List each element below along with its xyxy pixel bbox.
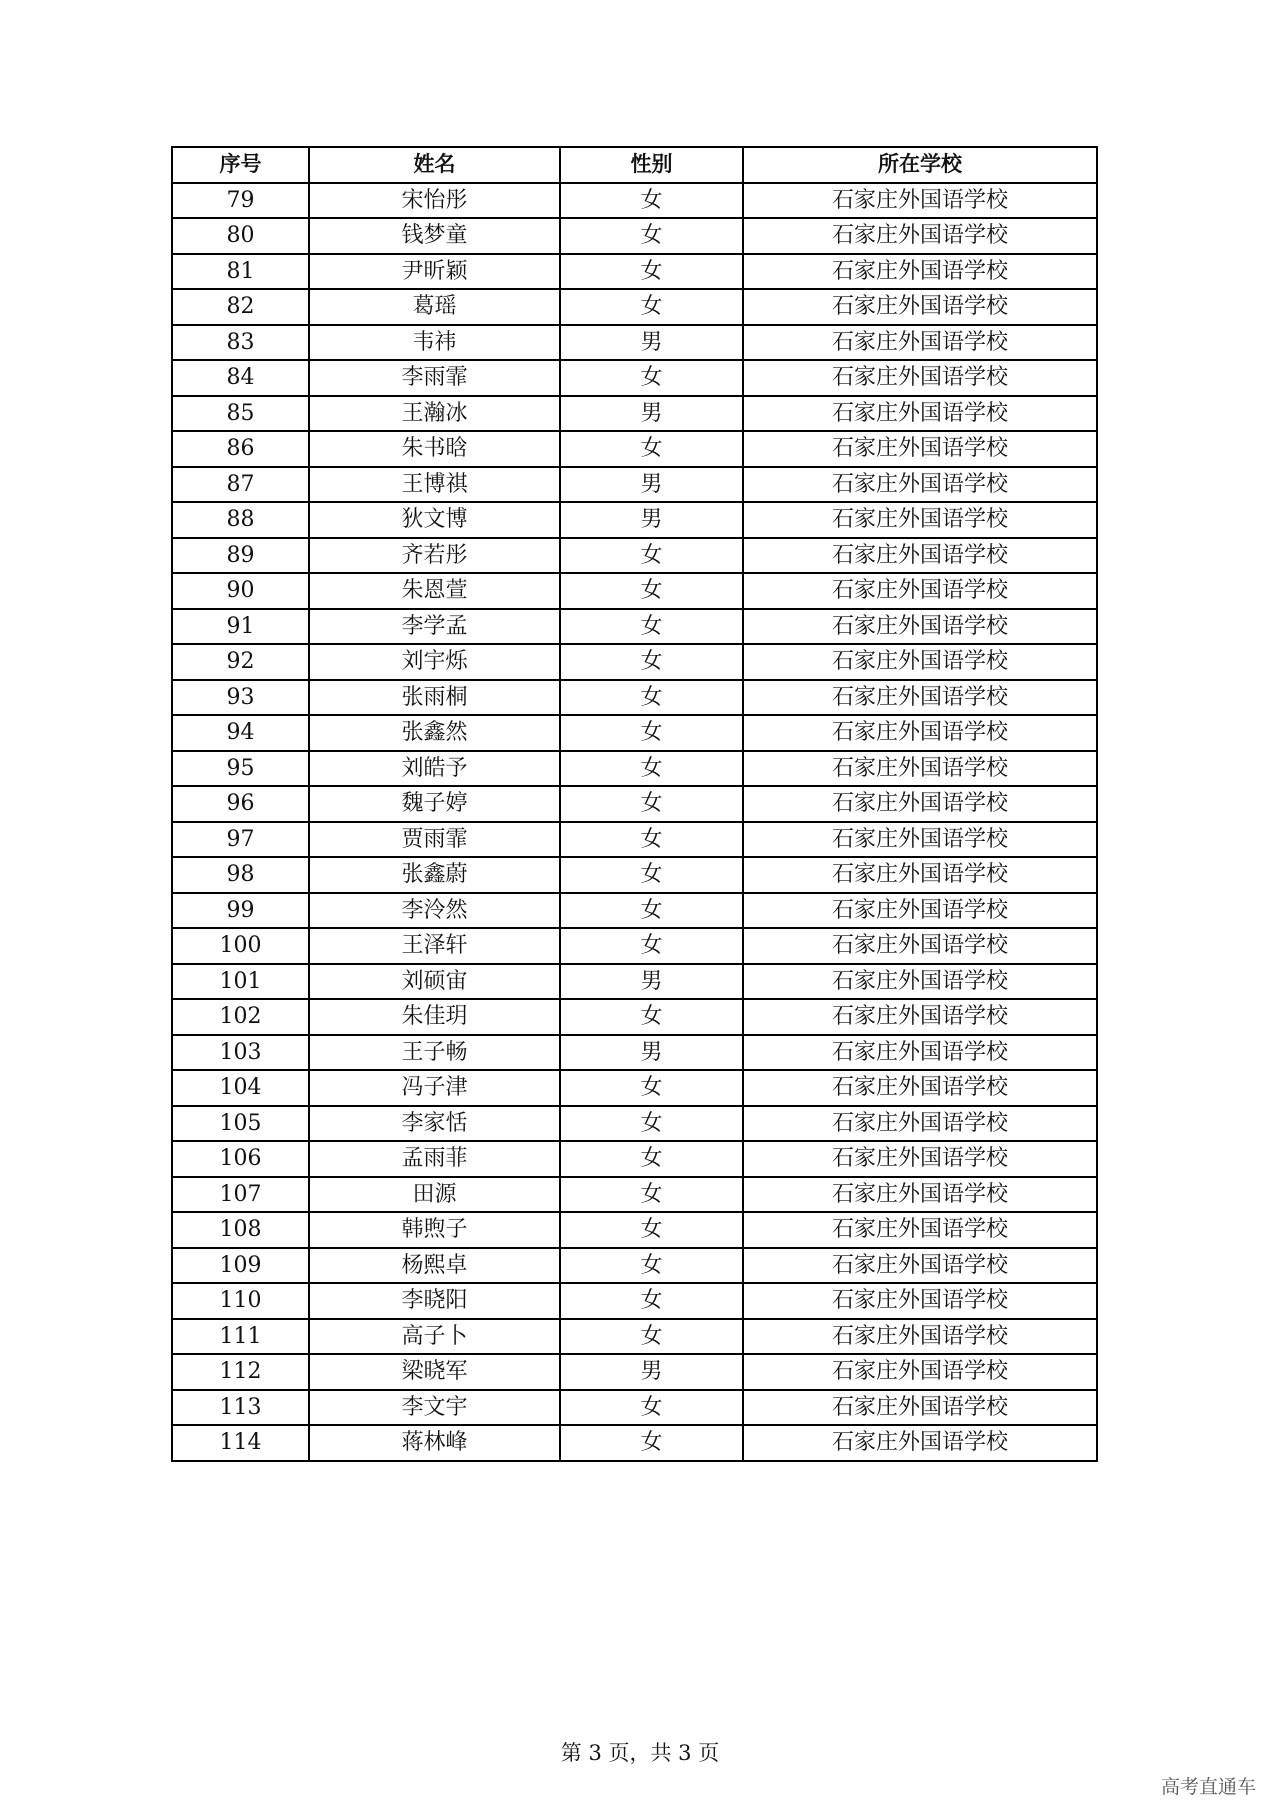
cell-name: 狄文博 xyxy=(309,502,560,538)
table-row xyxy=(172,609,1097,645)
cell-gender: 女 xyxy=(560,1425,743,1461)
table-row xyxy=(172,999,1097,1035)
cell-name: 王子畅 xyxy=(309,1035,560,1071)
cell-index: 88 xyxy=(172,502,309,538)
table-row xyxy=(172,1319,1097,1355)
cell-school: 石家庄外国语学校 xyxy=(743,1035,1097,1071)
cell-index: 109 xyxy=(172,1248,309,1284)
cell-school: 石家庄外国语学校 xyxy=(743,857,1097,893)
table-row xyxy=(172,928,1097,964)
table-row xyxy=(172,183,1097,219)
table-row xyxy=(172,1425,1097,1461)
cell-index: 104 xyxy=(172,1070,309,1106)
cell-index: 103 xyxy=(172,1035,309,1071)
cell-gender: 男 xyxy=(560,396,743,432)
table-row xyxy=(172,396,1097,432)
table-row xyxy=(172,1212,1097,1248)
cell-index: 95 xyxy=(172,751,309,787)
cell-index: 90 xyxy=(172,573,309,609)
cell-school: 石家庄外国语学校 xyxy=(743,1106,1097,1142)
cell-name: 钱梦童 xyxy=(309,218,560,254)
cell-gender: 女 xyxy=(560,538,743,574)
cell-school: 石家庄外国语学校 xyxy=(743,999,1097,1035)
cell-index: 83 xyxy=(172,325,309,361)
cell-gender: 女 xyxy=(560,254,743,290)
cell-school: 石家庄外国语学校 xyxy=(743,538,1097,574)
table-row xyxy=(172,1283,1097,1319)
cell-index: 79 xyxy=(172,183,309,219)
cell-index: 96 xyxy=(172,786,309,822)
cell-name: 魏子婷 xyxy=(309,786,560,822)
cell-school: 石家庄外国语学校 xyxy=(743,893,1097,929)
cell-gender: 女 xyxy=(560,786,743,822)
cell-gender: 男 xyxy=(560,964,743,1000)
table-row xyxy=(172,893,1097,929)
cell-name: 朱佳玥 xyxy=(309,999,560,1035)
cell-school: 石家庄外国语学校 xyxy=(743,1070,1097,1106)
cell-name: 冯子津 xyxy=(309,1070,560,1106)
cell-gender: 女 xyxy=(560,1283,743,1319)
cell-index: 110 xyxy=(172,1283,309,1319)
cell-name: 韩煦子 xyxy=(309,1212,560,1248)
table-row xyxy=(172,644,1097,680)
watermark-text: 高考直通车 xyxy=(1160,1776,1256,1798)
cell-name: 王瀚冰 xyxy=(309,396,560,432)
cell-gender: 男 xyxy=(560,325,743,361)
cell-school: 石家庄外国语学校 xyxy=(743,1212,1097,1248)
cell-gender: 女 xyxy=(560,715,743,751)
cell-school: 石家庄外国语学校 xyxy=(743,680,1097,716)
cell-name: 李家恬 xyxy=(309,1106,560,1142)
table-row xyxy=(172,467,1097,503)
cell-name: 尹昕颖 xyxy=(309,254,560,290)
cell-name: 刘皓予 xyxy=(309,751,560,787)
cell-index: 94 xyxy=(172,715,309,751)
table-row xyxy=(172,964,1097,1000)
cell-school: 石家庄外国语学校 xyxy=(743,1283,1097,1319)
cell-gender: 女 xyxy=(560,1141,743,1177)
cell-index: 101 xyxy=(172,964,309,1000)
table-row xyxy=(172,502,1097,538)
cell-school: 石家庄外国语学校 xyxy=(743,254,1097,290)
cell-name: 蒋林峰 xyxy=(309,1425,560,1461)
table-row xyxy=(172,786,1097,822)
cell-name: 孟雨菲 xyxy=(309,1141,560,1177)
cell-name: 李雨霏 xyxy=(309,360,560,396)
table-row xyxy=(172,1141,1097,1177)
cell-gender: 女 xyxy=(560,360,743,396)
cell-index: 111 xyxy=(172,1319,309,1355)
cell-gender: 女 xyxy=(560,680,743,716)
cell-index: 114 xyxy=(172,1425,309,1461)
header-row xyxy=(172,147,1097,183)
cell-name: 齐若彤 xyxy=(309,538,560,574)
cell-name: 李学孟 xyxy=(309,609,560,645)
cell-index: 99 xyxy=(172,893,309,929)
cell-index: 82 xyxy=(172,289,309,325)
cell-index: 108 xyxy=(172,1212,309,1248)
cell-index: 113 xyxy=(172,1390,309,1426)
cell-gender: 男 xyxy=(560,1035,743,1071)
table-row xyxy=(172,573,1097,609)
cell-name: 刘宇烁 xyxy=(309,644,560,680)
cell-gender: 女 xyxy=(560,1319,743,1355)
table-row xyxy=(172,289,1097,325)
table-row xyxy=(172,1177,1097,1213)
cell-name: 杨熙卓 xyxy=(309,1248,560,1284)
cell-name: 李文宇 xyxy=(309,1390,560,1426)
cell-name: 李晓阳 xyxy=(309,1283,560,1319)
cell-name: 朱恩萱 xyxy=(309,573,560,609)
cell-gender: 男 xyxy=(560,467,743,503)
header-name: 姓名 xyxy=(309,147,560,183)
student-table xyxy=(171,146,1098,1462)
cell-school: 石家庄外国语学校 xyxy=(743,1354,1097,1390)
cell-index: 105 xyxy=(172,1106,309,1142)
cell-name: 贾雨霏 xyxy=(309,822,560,858)
cell-school: 石家庄外国语学校 xyxy=(743,467,1097,503)
cell-index: 102 xyxy=(172,999,309,1035)
cell-name: 朱书晗 xyxy=(309,431,560,467)
cell-school: 石家庄外国语学校 xyxy=(743,396,1097,432)
cell-name: 张鑫然 xyxy=(309,715,560,751)
table-row xyxy=(172,1248,1097,1284)
cell-index: 98 xyxy=(172,857,309,893)
cell-name: 刘硕宙 xyxy=(309,964,560,1000)
table-row xyxy=(172,325,1097,361)
table-row xyxy=(172,1035,1097,1071)
cell-index: 89 xyxy=(172,538,309,574)
cell-index: 80 xyxy=(172,218,309,254)
cell-index: 86 xyxy=(172,431,309,467)
table-row xyxy=(172,1106,1097,1142)
cell-name: 韦祎 xyxy=(309,325,560,361)
cell-school: 石家庄外国语学校 xyxy=(743,431,1097,467)
cell-gender: 女 xyxy=(560,1390,743,1426)
cell-index: 97 xyxy=(172,822,309,858)
cell-school: 石家庄外国语学校 xyxy=(743,502,1097,538)
table-body xyxy=(172,183,1097,1461)
cell-school: 石家庄外国语学校 xyxy=(743,1177,1097,1213)
cell-school: 石家庄外国语学校 xyxy=(743,360,1097,396)
table-header xyxy=(172,147,1097,183)
cell-index: 85 xyxy=(172,396,309,432)
cell-index: 107 xyxy=(172,1177,309,1213)
cell-school: 石家庄外国语学校 xyxy=(743,822,1097,858)
cell-gender: 女 xyxy=(560,893,743,929)
cell-gender: 女 xyxy=(560,822,743,858)
cell-gender: 男 xyxy=(560,502,743,538)
cell-school: 石家庄外国语学校 xyxy=(743,786,1097,822)
cell-gender: 女 xyxy=(560,289,743,325)
table-row xyxy=(172,715,1097,751)
cell-index: 87 xyxy=(172,467,309,503)
cell-school: 石家庄外国语学校 xyxy=(743,218,1097,254)
cell-index: 93 xyxy=(172,680,309,716)
cell-school: 石家庄外国语学校 xyxy=(743,751,1097,787)
cell-school: 石家庄外国语学校 xyxy=(743,1390,1097,1426)
cell-school: 石家庄外国语学校 xyxy=(743,325,1097,361)
table-row xyxy=(172,1354,1097,1390)
cell-gender: 女 xyxy=(560,857,743,893)
cell-name: 葛瑶 xyxy=(309,289,560,325)
cell-school: 石家庄外国语学校 xyxy=(743,928,1097,964)
cell-gender: 女 xyxy=(560,751,743,787)
table-row xyxy=(172,680,1097,716)
table-row xyxy=(172,822,1097,858)
table-row xyxy=(172,1390,1097,1426)
table-row xyxy=(172,857,1097,893)
header-gender: 性别 xyxy=(560,147,743,183)
cell-school: 石家庄外国语学校 xyxy=(743,609,1097,645)
cell-school: 石家庄外国语学校 xyxy=(743,183,1097,219)
cell-school: 石家庄外国语学校 xyxy=(743,573,1097,609)
cell-gender: 女 xyxy=(560,183,743,219)
cell-gender: 女 xyxy=(560,1248,743,1284)
table-row xyxy=(172,254,1097,290)
cell-gender: 女 xyxy=(560,609,743,645)
table-row xyxy=(172,218,1097,254)
cell-school: 石家庄外国语学校 xyxy=(743,1248,1097,1284)
table-row xyxy=(172,1070,1097,1106)
cell-gender: 女 xyxy=(560,1177,743,1213)
cell-name: 梁晓军 xyxy=(309,1354,560,1390)
cell-school: 石家庄外国语学校 xyxy=(743,1141,1097,1177)
cell-gender: 女 xyxy=(560,1106,743,1142)
cell-school: 石家庄外国语学校 xyxy=(743,289,1097,325)
cell-index: 106 xyxy=(172,1141,309,1177)
cell-school: 石家庄外国语学校 xyxy=(743,644,1097,680)
table-row xyxy=(172,751,1097,787)
table-row xyxy=(172,431,1097,467)
cell-gender: 女 xyxy=(560,573,743,609)
cell-name: 张雨桐 xyxy=(309,680,560,716)
cell-school: 石家庄外国语学校 xyxy=(743,715,1097,751)
cell-school: 石家庄外国语学校 xyxy=(743,964,1097,1000)
cell-name: 王泽轩 xyxy=(309,928,560,964)
cell-name: 张鑫蔚 xyxy=(309,857,560,893)
header-index: 序号 xyxy=(172,147,309,183)
cell-name: 王博祺 xyxy=(309,467,560,503)
cell-index: 81 xyxy=(172,254,309,290)
page-footer: 第 3 页，共 3 页 xyxy=(560,1741,720,1765)
cell-index: 100 xyxy=(172,928,309,964)
cell-gender: 女 xyxy=(560,1212,743,1248)
cell-index: 91 xyxy=(172,609,309,645)
cell-gender: 女 xyxy=(560,644,743,680)
cell-gender: 女 xyxy=(560,1070,743,1106)
cell-gender: 女 xyxy=(560,999,743,1035)
cell-name: 高子卜 xyxy=(309,1319,560,1355)
header-school: 所在学校 xyxy=(743,147,1097,183)
cell-name: 李泠然 xyxy=(309,893,560,929)
table-row xyxy=(172,360,1097,396)
cell-name: 宋怡彤 xyxy=(309,183,560,219)
cell-index: 84 xyxy=(172,360,309,396)
table-row xyxy=(172,538,1097,574)
cell-index: 92 xyxy=(172,644,309,680)
cell-index: 112 xyxy=(172,1354,309,1390)
cell-name: 田源 xyxy=(309,1177,560,1213)
cell-gender: 女 xyxy=(560,218,743,254)
cell-gender: 男 xyxy=(560,1354,743,1390)
cell-gender: 女 xyxy=(560,928,743,964)
cell-gender: 女 xyxy=(560,431,743,467)
cell-school: 石家庄外国语学校 xyxy=(743,1319,1097,1355)
cell-school: 石家庄外国语学校 xyxy=(743,1425,1097,1461)
